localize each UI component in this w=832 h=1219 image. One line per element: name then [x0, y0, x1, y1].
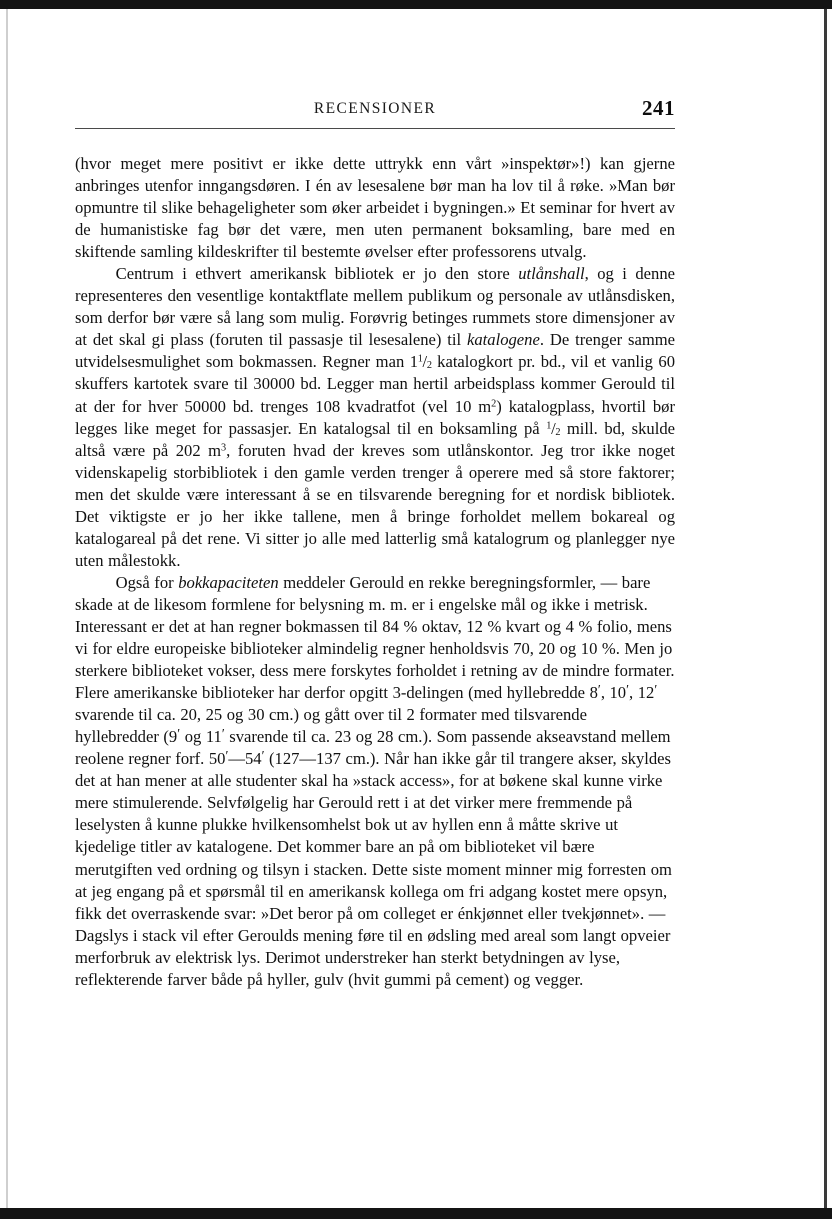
- body-text: [75, 153, 675, 991]
- scan-edge-left: [6, 9, 8, 1208]
- page-content: [75, 96, 676, 991]
- paragraph-3: Også for bokkapaciteten meddeler Gerould en rekke beregningsformler, — bare skade at de likesom formlene for belysning m. m. er i engelske mål og ikke i metrisk. Interessant er det at han regner bokmassen til 84 % oktav, 12 % kvart og 4 % folio, mens vi for eldre europeiske biblioteker almindelig regner henholdsvis 70, 20 og 10 %. Men jo sterkere biblioteket vokser, dess mere forskytes forholdet i retning av de mindre formater. Flere amerikanske biblioteker har derfor opgitt 3-delingen (med hyllebredde 8′, 10′, 12′ svarende til ca. 20, 25 og 30 cm.) og gått over til 2 formater med tilsvarende hyllebredder (9′ og 11′ svarende til ca. 23 og 28 cm.). Som passende akseavstand mellem reolene regner forf. 50′—54′ (127—137 cm.). Når han ikke går til trangere akser, skyldes det at han mener at alle studenter skal ha »stack access», for at bøkene skal kunne virke mere stimulerende. Selvfølgelig har Gerould rett i at det virker mere fremmende på leselysten å kunne plukke hvilkensomhelst bok ut av hyllen enn å måtte skrive ut kjedelige titler av katalogene. Det kommer bare an på om biblioteket vil bære merutgiften ved ordning og tilsyn i stacken. Dette siste moment minner mig forresten om at jeg engang på et spørsmål til en amerikansk kollega om fri adgang kostet mere opsyn, fikk det overraskende svar: »Det beror på om colleget er énkjønnet eller tvekjønnet». — Dagslys i stack vil efter Geroulds mening føre til en ødsling med areal som langt opveier merforbruk av elektrisk lys. Derimot understreker han sterkt betydningen av lyse, reflekterende farver både på hyller, gulv (hvit gummi på cement) og vegger.: [75, 572, 675, 989]
- running-head-title: RECENSIONER: [313, 100, 437, 117]
- paragraph-1: (hvor meget mere positivt er ikke dette uttrykk enn vårt »inspektør»!) kan gjerne anbringes utenfor inngangsdøren. I én av lesesalene bør man ha lov til å røke. »Man bør opmuntre til slike behageligheter som øker arbeidet i bygningen.» Et seminar for hvert av de humanistiske fag bør det være, men uten permanent boksamling, bare med en skiftende samling kildeskrifter til bestemte øvelser efter professorens utvalg.: [75, 154, 675, 262]
- scan-edge-bottom: [0, 1208, 832, 1219]
- prime-mark: ′: [221, 726, 225, 742]
- page-number: 241: [642, 96, 675, 120]
- superscript-cube: 3: [221, 442, 227, 454]
- prime-mark: ′: [654, 682, 658, 698]
- prime-mark: ′: [261, 748, 265, 764]
- prime-mark: ′: [225, 748, 229, 764]
- italic-term-katalogene: katalogene: [467, 330, 540, 350]
- scan-edge-right: [824, 9, 827, 1208]
- fraction-one-half: $^1/_2$: [546, 418, 561, 438]
- paragraph-2: Centrum i ethvert amerikansk bibliotek er jo den store utlånshall, og i denne representeres den vesentlige kontaktflate mellem publikum og personale av utlånsdisken, som derfor bør være så lang som mulig. Forøvrig betinges rummets store dimensjoner av at det skal gi plass (foruten til passasje til lesesalene) til katalogene. De trenger samme utvidelsesmulighet som bokmassen. Regner man $1^1/_2$ katalogkort pr. bd., vil et vanlig 60 skuffers kartotek svare til 30000 bd. Legger man hertil arbeidsplass kommer Gerould til at der for hver 50000 bd. trenges 108 kvadratfot (vel 10 $m^2$) katalogplass, hvortil bør legges like meget for passasjer. En katalogsal til en boksamling på $^1/_2$ mill. bd, skulde altså være på 202 $m^3$, foruten hvad der kreves som utlånskontor. Jeg tror ikke noget videnskapelig storbibliotek i den gamle verden trenger å operere med så store faktorer; men det skulde være interessant å se en tilsvarende beregning for et nordisk bibliotek. Det viktigste er jo her ikke tallene, men å bringe forholdet mellem bokareal og katalogareal på det rene. Vi sitter jo alle med latterlig små katalogrum og planlegger nye uten målestokk.: [75, 264, 676, 570]
- prime-mark: ′: [177, 726, 181, 742]
- prime-mark: ′: [626, 682, 630, 698]
- fraction-one-and-half: $1^1/_2$: [409, 352, 432, 372]
- italic-term-bokkapaciteten: bokkapaciteten: [178, 572, 279, 592]
- italic-term-utlanshall: utlånshall: [518, 264, 585, 284]
- header-rule: [75, 128, 675, 129]
- scan-edge-top: [0, 0, 832, 9]
- superscript-square: 2: [491, 398, 497, 410]
- running-head: [75, 96, 675, 130]
- prime-mark: ′: [597, 682, 601, 698]
